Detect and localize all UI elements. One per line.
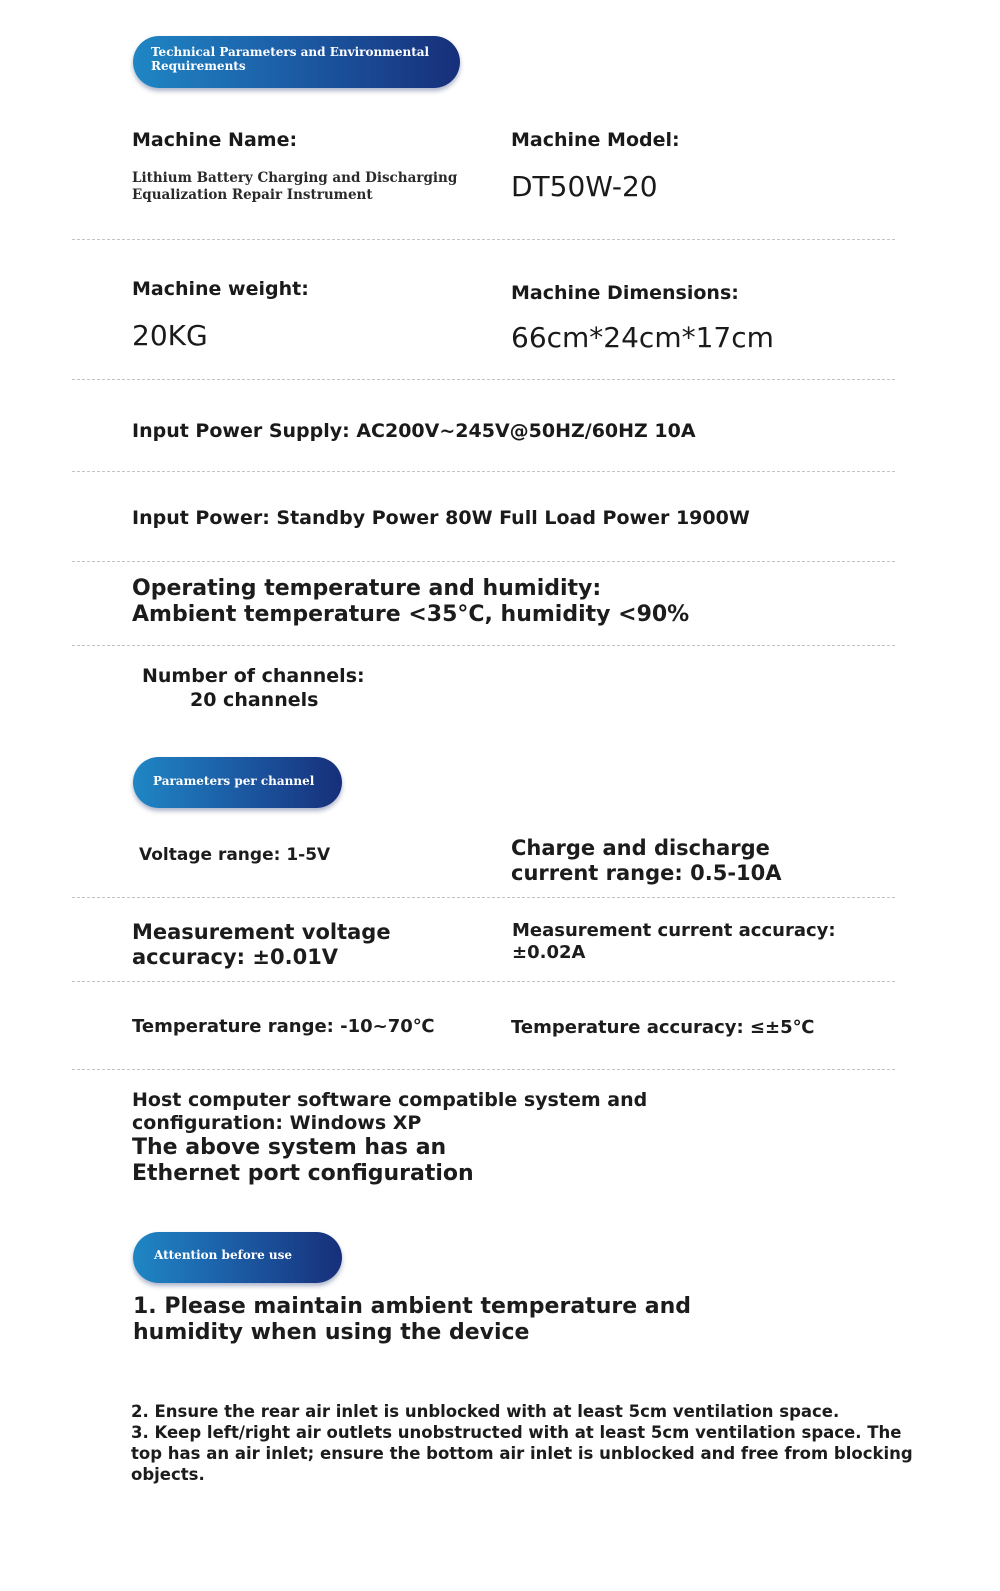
attention-header [133, 1232, 342, 1283]
per-channel-header [133, 757, 342, 808]
divider [72, 1069, 895, 1070]
software-line3: The above system has an [132, 1135, 447, 1160]
machine-weight-label: Machine weight: [132, 278, 309, 300]
operating-environment-value: Ambient temperature <35°C, humidity <90% [132, 602, 690, 627]
divider [72, 897, 895, 898]
temperature-range: Temperature range: -10~70℃ [132, 1016, 435, 1037]
current-accuracy-line1: Measurement current accuracy: [512, 920, 836, 941]
machine-name-value: Lithium Battery Charging and Discharging Equalization Repair Instrument [132, 170, 458, 203]
input-power: Input Power: Standby Power 80W Full Load Power 1900W [132, 507, 750, 529]
current-accuracy-line2: ±0.02A [512, 942, 586, 963]
channels-value: 20 channels [190, 689, 319, 711]
attention-item-3: 3. Keep left/right air outlets unobstructed with at least 5cm ventilation space. The top has an air inlet; ensure the bottom air inlet is unblocked and free from blocking objects. [131, 1423, 913, 1484]
divider [72, 645, 895, 646]
divider [72, 561, 895, 562]
divider [72, 239, 895, 240]
software-line2: configuration: Windows XP [132, 1112, 422, 1134]
machine-name-label: Machine Name: [132, 129, 298, 151]
attention-title: Attention before use [154, 1248, 292, 1262]
attention-item-1-line2: humidity when using the device [133, 1320, 530, 1345]
temperature-accuracy: Temperature accuracy: ≤±5℃ [511, 1017, 815, 1038]
voltage-range: Voltage range: 1-5V [139, 845, 331, 865]
voltage-accuracy-line2: accuracy: ±0.01V [132, 945, 339, 969]
technical-parameters-header [133, 36, 460, 88]
channels-label: Number of channels: [142, 665, 365, 687]
divider [72, 379, 895, 380]
divider [72, 471, 895, 472]
machine-weight-value: 20KG [132, 319, 208, 352]
voltage-accuracy-line1: Measurement voltage [132, 920, 391, 944]
machine-dimensions-value: 66cm*24cm*17cm [511, 321, 774, 354]
attention-item-2: 2. Ensure the rear air inlet is unblocked with at least 5cm ventilation space. [131, 1402, 840, 1421]
input-power-supply: Input Power Supply: AC200V~245V@50HZ/60HZ 10A [132, 420, 696, 442]
current-range-line2: current range: 0.5-10A [511, 861, 782, 885]
per-channel-title: Parameters per channel [153, 774, 315, 788]
software-line4: Ethernet port configuration [132, 1161, 474, 1186]
technical-parameters-title: Technical Parameters and Environmental Requirements [151, 45, 430, 73]
machine-model-value: DT50W-20 [511, 170, 658, 203]
current-range-line1: Charge and discharge [511, 836, 770, 860]
attention-item-1-line1: 1. Please maintain ambient temperature and [133, 1294, 692, 1319]
machine-dimensions-label: Machine Dimensions: [511, 282, 739, 304]
software-line1: Host computer software compatible system and [132, 1089, 648, 1111]
operating-environment-label: Operating temperature and humidity: [132, 576, 602, 601]
machine-model-label: Machine Model: [511, 129, 680, 151]
divider [72, 981, 895, 982]
